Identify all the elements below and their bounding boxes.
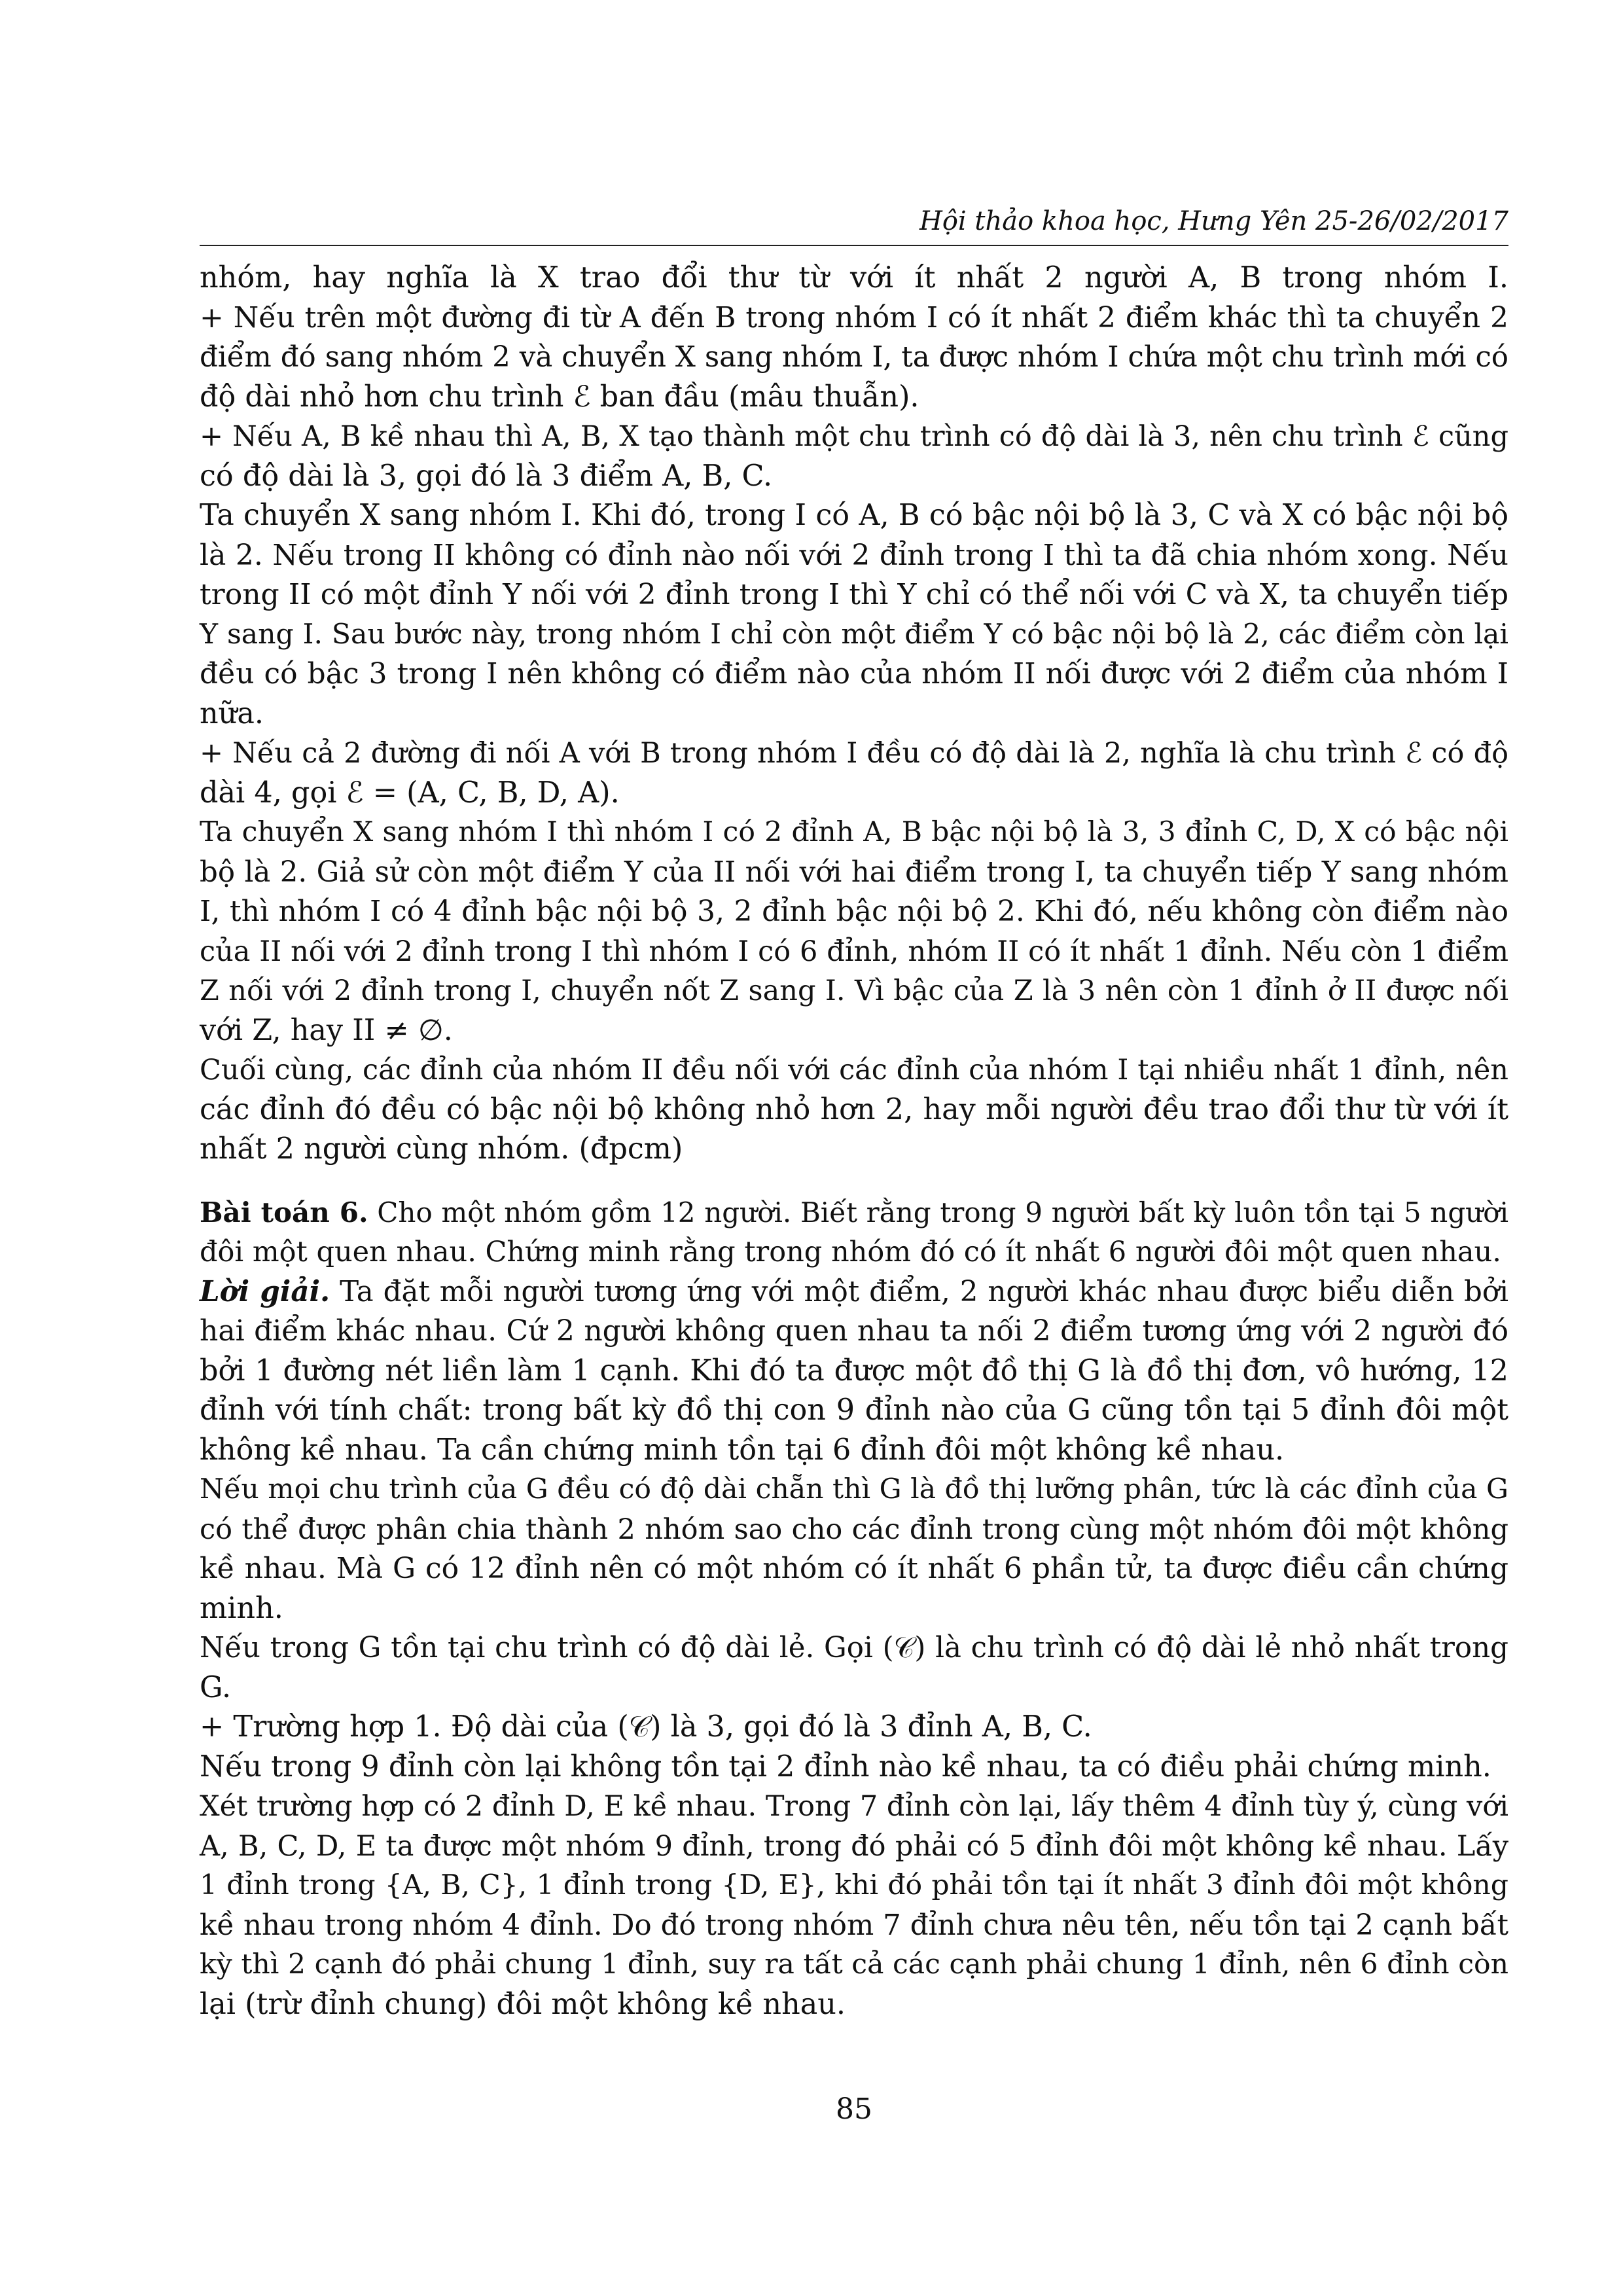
text-line: độ dài nhỏ hơn chu trình ℰ ban đầu (mâu thuẫn). <box>200 380 919 414</box>
text-line: các đỉnh đó đều có bậc nội bộ không nhỏ hơn 2, hay mỗi người đều trao đổi thư từ với ít <box>200 1092 1508 1126</box>
solution-text: Ta đặt mỗi người tương ứng với một điểm, 2 người khác nhau được biểu diễn bởi <box>340 1275 1508 1308</box>
text-line: I, thì nhóm I có 4 đỉnh bậc nội bộ 3, 2 đỉnh bậc nội bộ 2. Khi đó, nếu không còn điểm nào <box>200 895 1508 928</box>
solution-line: bởi 1 đường nét liền làm 1 cạnh. Khi đó ta được một đồ thị G là đồ thị đơn, vô hướng, 12 <box>200 1354 1508 1388</box>
solution-line <box>200 1272 1508 1312</box>
text-line: bộ là 2. Giả sử còn một điểm Y của II nối với hai điểm trong I, ta chuyển tiếp Y sang nhóm <box>200 855 1508 889</box>
text-line: + Nếu trên một đường đi từ A đến B trong nhóm I có ít nhất 2 điểm khác thì ta chuyển 2 <box>200 300 1508 334</box>
text-line: trong II có một đỉnh Y nối với 2 đỉnh trong I thì Y chỉ có thể nối với C và X, ta chuyển tiếp <box>200 578 1508 611</box>
text-line: Ta chuyển X sang nhóm I thì nhóm I có 2 đỉnh A, B bậc nội bộ là 3, 3 đỉnh C, D, X có bậc nội <box>200 816 1508 848</box>
text-line: Ta chuyển X sang nhóm I. Khi đó, trong I có A, B có bậc nội bộ là 3, C và X có bậc nội bộ <box>200 499 1508 532</box>
text-line: là 2. Nếu trong II không có đỉnh nào nối với 2 đỉnh trong I thì ta đã chia nhóm xong. Nếu <box>200 538 1508 572</box>
solution-line: kề nhau. Mà G có 12 đỉnh nên có một nhóm có ít nhất 6 phần tử, ta được điều cần chứng <box>200 1552 1508 1585</box>
page-body <box>200 259 1508 2024</box>
solution-line: Nếu trong G tồn tại chu trình có độ dài lẻ. Gọi (𝒞) là chu trình có độ dài lẻ nhỏ nhất trong <box>200 1632 1508 1664</box>
solution-line: minh. <box>200 1591 283 1625</box>
text-line: điểm đó sang nhóm 2 và chuyển X sang nhóm I, ta được nhóm I chứa một chu trình mới có <box>200 341 1508 374</box>
problem-line <box>200 1193 1508 1233</box>
solution-line: không kề nhau. Ta cần chứng minh tồn tại 6 đỉnh đôi một không kề nhau. <box>200 1433 1285 1467</box>
solution-line: đỉnh với tính chất: trong bất kỳ đồ thị con 9 đỉnh nào của G cũng tồn tại 5 đỉnh đôi một <box>200 1393 1508 1427</box>
solution-label: Lời giải. <box>200 1274 330 1308</box>
text-line: nhóm, hay nghĩa là X trao đổi thư từ với ít nhất 2 người A, B trong nhóm I. <box>200 261 1508 295</box>
solution-line: kề nhau trong nhóm 4 đỉnh. Do đó trong nhóm 7 đỉnh chưa nêu tên, nếu tồn tại 2 cạnh bất <box>200 1909 1508 1942</box>
page-number: 85 <box>836 2092 872 2126</box>
text-line: dài 4, gọi ℰ = (A, C, B, D, A). <box>200 776 620 810</box>
solution-line: có thể được phân chia thành 2 nhóm sao cho các đỉnh trong cùng một nhóm đôi một không <box>200 1513 1508 1546</box>
solution-line: G. <box>200 1670 232 1704</box>
running-header: Hội thảo khoa học, Hưng Yên 25-26/02/2017 <box>919 206 1508 236</box>
solution-line: Nếu mọi chu trình của G đều có độ dài chẵn thì G là đồ thị lưỡng phân, tức là các đỉnh của G <box>200 1473 1508 1505</box>
section-gap <box>200 1170 1508 1193</box>
text-line: Cuối cùng, các đỉnh của nhóm II đều nối với các đỉnh của nhóm I tại nhiều nhất 1 đỉnh, nên <box>200 1054 1508 1086</box>
solution-line: + Trường hợp 1. Độ dài của (𝒞) là 3, gọi đó là 3 đỉnh A, B, C. <box>200 1710 1092 1744</box>
text-line: + Nếu cả 2 đường đi nối A với B trong nhóm I đều có độ dài là 2, nghĩa là chu trình ℰ có độ <box>200 737 1508 770</box>
text-line: + Nếu A, B kề nhau thì A, B, X tạo thành một chu trình có độ dài là 3, nên chu trình ℰ cũng <box>200 420 1508 453</box>
text-line: với Z, hay II ≠ ∅. <box>200 1013 453 1047</box>
solution-line: lại (trừ đỉnh chung) đôi một không kề nhau. <box>200 1987 846 2021</box>
text-line: Y sang I. Sau bước này, trong nhóm I chỉ còn một điểm Y có bậc nội bộ là 2, các điểm còn lại <box>200 618 1508 651</box>
solution-line: 1 đỉnh trong {A, B, C}, 1 đỉnh trong {D, E}, khi đó phải tồn tại ít nhất 3 đỉnh đôi một không <box>200 1869 1508 1901</box>
solution-line: Xét trường hợp có 2 đỉnh D, E kề nhau. Trong 7 đỉnh còn lại, lấy thêm 4 đỉnh tùy ý, cùng với <box>200 1790 1508 1823</box>
solution-line: kỳ thì 2 cạnh đó phải chung 1 đỉnh, suy ra tất cả các cạnh phải chung 1 đỉnh, nên 6 đỉnh còn <box>200 1948 1508 1981</box>
text-line: của II nối với 2 đỉnh trong I thì nhóm I có 6 đỉnh, nhóm II có ít nhất 1 đỉnh. Nếu còn 1 điểm <box>200 935 1508 968</box>
text-line: nhất 2 người cùng nhóm. (đpcm) <box>200 1132 683 1166</box>
solution-line: Nếu trong 9 đỉnh còn lại không tồn tại 2 đỉnh nào kề nhau, ta có điều phải chứng minh. <box>200 1749 1491 1784</box>
text-line: Z nối với 2 đỉnh trong I, chuyển nốt Z sang I. Vì bậc của Z là 3 nên còn 1 đỉnh ở II được nối <box>200 975 1508 1007</box>
problem-label: Bài toán 6. <box>200 1196 368 1229</box>
text-line: nữa. <box>200 696 264 730</box>
solution <box>200 1272 1508 2025</box>
solution-line: hai điểm khác nhau. Cứ 2 người không quen nhau ta nối 2 điểm tương ứng với 2 người đó <box>200 1314 1508 1348</box>
solution-line: A, B, C, D, E ta được một nhóm 9 đỉnh, trong đó phải có 5 đỉnh đôi một không kề nhau. Lấy <box>200 1829 1508 1863</box>
text-line: đều có bậc 3 trong I nên không có điểm nào của nhóm II nối được với 2 điểm của nhóm I <box>200 657 1508 691</box>
problem-text: Cho một nhóm gồm 12 người. Biết rằng trong 9 người bất kỳ luôn tồn tại 5 người <box>377 1196 1509 1229</box>
problem-statement <box>200 1193 1508 1272</box>
text-line: có độ dài là 3, gọi đó là 3 điểm A, B, C. <box>200 459 773 493</box>
header-rule <box>200 245 1508 246</box>
problem-line: đôi một quen nhau. Chứng minh rằng trong nhóm đó có ít nhất 6 người đôi một quen nhau. <box>200 1236 1501 1268</box>
